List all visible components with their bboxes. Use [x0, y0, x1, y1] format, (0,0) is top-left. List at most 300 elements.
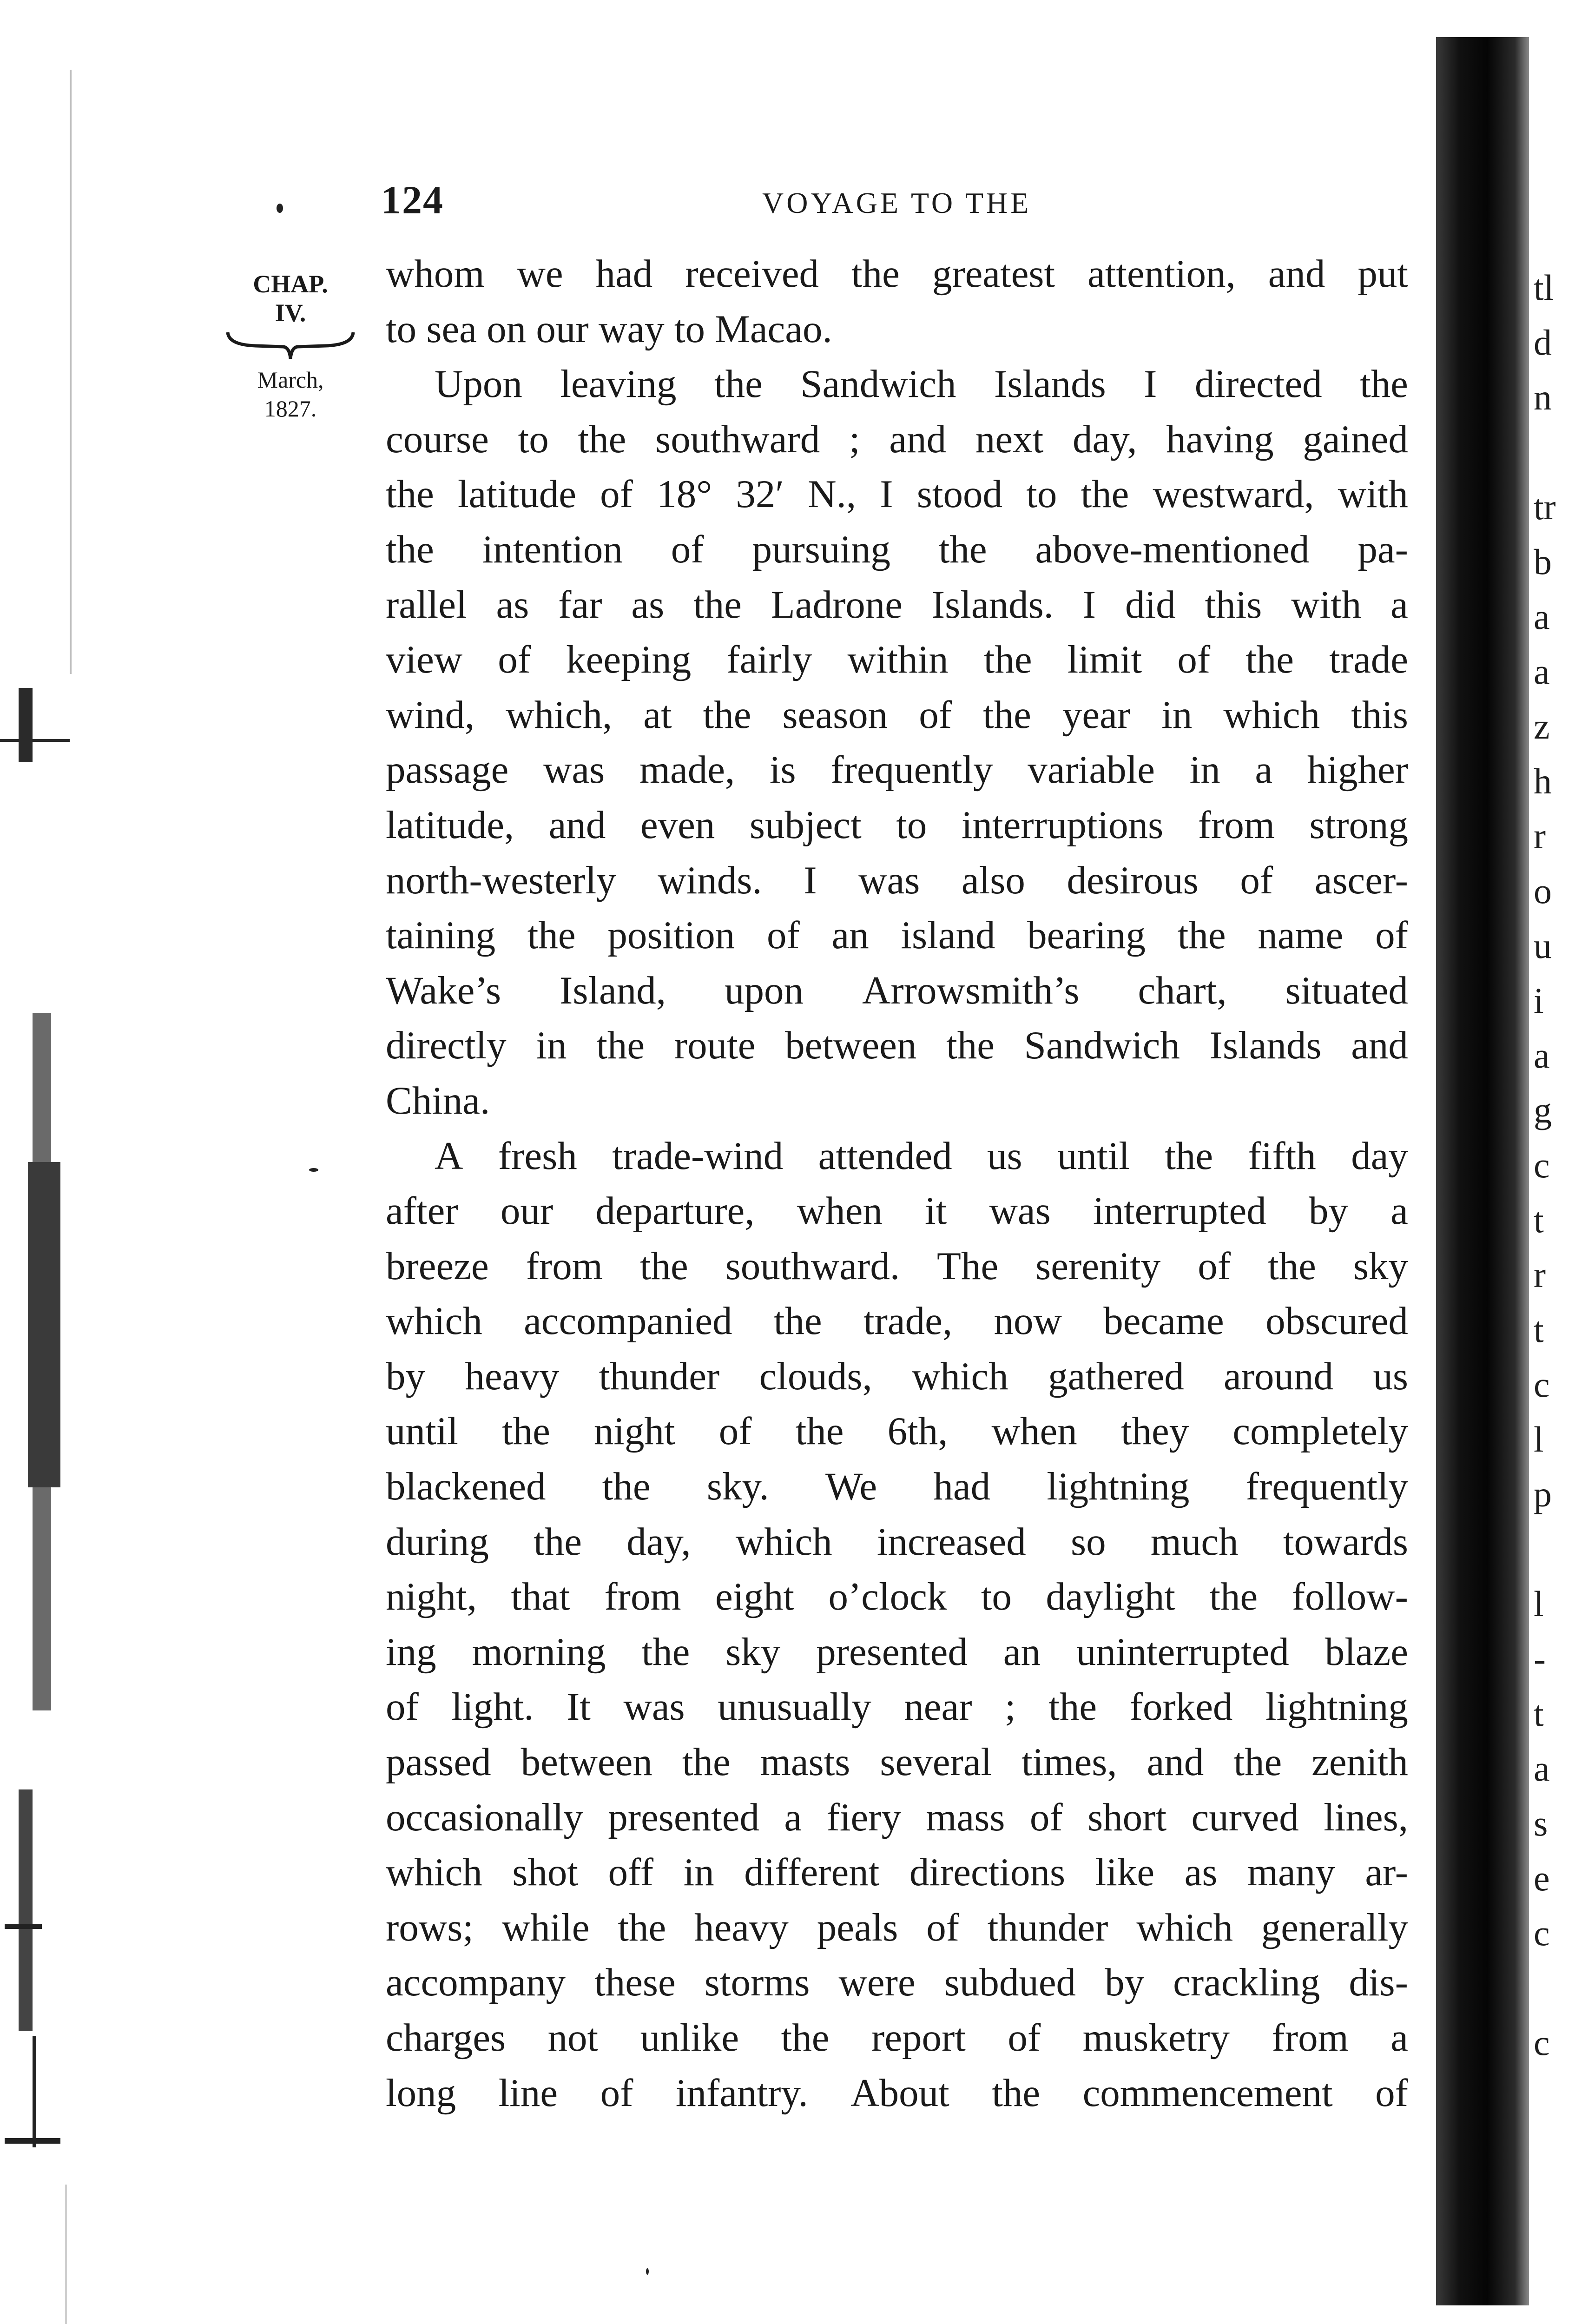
facing-page-letter: b [1534, 541, 1552, 582]
word: which [1136, 1905, 1233, 1949]
facing-page-letter: c [1534, 1145, 1550, 1185]
word: fifth [1248, 1134, 1316, 1178]
word: attention, [1087, 252, 1236, 296]
word: intention [482, 527, 623, 571]
word: the [578, 417, 626, 461]
word: subdued [944, 1961, 1076, 2005]
word: of [926, 1905, 959, 1949]
word: to [981, 1575, 1012, 1619]
margin-note [223, 270, 358, 423]
word: completely [1232, 1409, 1408, 1453]
word: charges [386, 2016, 506, 2060]
word: 6th, [887, 1409, 948, 1453]
word: directions [909, 1850, 1066, 1895]
margin-chap-number: IV. [275, 299, 306, 327]
word: which [735, 1519, 832, 1564]
word: pa- [1358, 527, 1408, 571]
word: of [1008, 2016, 1041, 2060]
facing-page-letter: t [1534, 1200, 1544, 1240]
facing-page-letter: a [1534, 1748, 1550, 1789]
word: a [1390, 582, 1408, 627]
word: pursuing [752, 527, 890, 571]
word: the [596, 1023, 645, 1068]
word: taining [386, 913, 496, 957]
word: to [1026, 472, 1057, 516]
word: of [718, 1409, 752, 1453]
word: zenith [1311, 1740, 1408, 1784]
word: between [521, 1740, 652, 1784]
word: now [994, 1299, 1062, 1343]
text-line [386, 1790, 1408, 1845]
word: mass [926, 1795, 1005, 1839]
word: had [595, 252, 653, 296]
word: N., [808, 472, 857, 516]
facing-page-letter: g [1534, 1090, 1552, 1130]
word: desirous [1067, 858, 1199, 902]
word: the [1177, 913, 1226, 957]
word: ascer- [1314, 858, 1408, 902]
word: an [1003, 1630, 1041, 1674]
word: I [804, 858, 817, 902]
word: long [386, 2071, 456, 2115]
word: did [1125, 582, 1176, 627]
word: light. [451, 1685, 534, 1729]
word: the [983, 638, 1032, 682]
word: day [1351, 1134, 1408, 1178]
word: with [1338, 472, 1408, 516]
word: had [933, 1465, 991, 1509]
word: dis- [1349, 1961, 1408, 2005]
word: obscured [1265, 1299, 1408, 1343]
word: the [1268, 1244, 1316, 1288]
word: off [608, 1850, 654, 1895]
facing-page-letter: a [1534, 1035, 1550, 1076]
word: rows; [386, 1905, 474, 1949]
text-line [386, 1955, 1408, 2010]
word: blackened [386, 1465, 546, 1509]
word: route [674, 1023, 756, 1068]
word: it [925, 1189, 947, 1233]
word: trade [1329, 638, 1408, 682]
facing-page-letter [1534, 1522, 1575, 1577]
word: short [1087, 1795, 1167, 1839]
word: which [912, 1354, 1008, 1398]
word: by [1308, 1189, 1348, 1233]
word: Islands [1209, 1023, 1322, 1068]
word: leaving [560, 362, 677, 406]
word: a [1255, 748, 1273, 792]
word: season [782, 693, 888, 737]
text-line [386, 1239, 1408, 1294]
word: commencement [1082, 2071, 1333, 2115]
word: crackling [1173, 1961, 1320, 2005]
word: year [1062, 693, 1131, 737]
word: became [1103, 1299, 1224, 1343]
word: lightning [1265, 1685, 1408, 1729]
word: heavy [465, 1354, 560, 1398]
word: frequently [830, 748, 993, 792]
word: was [989, 1189, 1051, 1233]
word: having [1166, 417, 1274, 461]
word: that [511, 1575, 570, 1619]
facing-page-letter: t [1534, 1693, 1544, 1734]
word: while [501, 1905, 590, 1949]
facing-page-letter: s [1534, 1803, 1548, 1843]
word: sky [1353, 1244, 1408, 1288]
word: position [607, 913, 735, 957]
text-line [386, 1459, 1408, 1514]
word: heavy [694, 1905, 789, 1949]
word: Islands [994, 362, 1106, 406]
word: storms [704, 1961, 810, 2005]
word: these [594, 1961, 676, 2005]
word: to [896, 803, 927, 847]
word: About [850, 2071, 949, 2115]
facing-page-letter: p [1534, 1474, 1552, 1514]
text-line [386, 357, 1408, 412]
word: much [1150, 1519, 1239, 1564]
word: higher [1307, 748, 1408, 792]
word: masts [760, 1740, 850, 1784]
text-line [386, 1294, 1408, 1349]
scan-speck [309, 1168, 318, 1172]
word: the [851, 252, 900, 296]
text-line [386, 798, 1408, 853]
text-line [386, 577, 1408, 633]
word: southward [655, 417, 820, 461]
word: the [693, 582, 742, 627]
word: serenity [1035, 1244, 1161, 1288]
word: they [1120, 1409, 1189, 1453]
word: fairly [726, 638, 812, 682]
word: I [880, 472, 893, 516]
word: of [386, 1685, 419, 1729]
facing-page-letter: - [1534, 1638, 1546, 1679]
word: the [618, 1905, 666, 1949]
text-line [386, 1018, 1408, 1073]
word: rallel [386, 582, 467, 627]
word: A [435, 1134, 463, 1178]
word: attended [818, 1134, 952, 1178]
word: during [386, 1519, 489, 1564]
word: until [1057, 1134, 1130, 1178]
facing-page-letter: e [1534, 1858, 1550, 1898]
word: also [961, 858, 1025, 902]
word: presented [608, 1795, 759, 1839]
word: of [919, 693, 952, 737]
word: of [1375, 2071, 1408, 2115]
word: ar- [1365, 1850, 1408, 1895]
running-head [381, 177, 1404, 232]
word: the [386, 527, 434, 571]
text-line [386, 2066, 1408, 2121]
text-line [386, 1900, 1408, 1955]
word: Wake’s [386, 968, 501, 1012]
word: of [671, 527, 704, 571]
word: gathered [1048, 1354, 1184, 1398]
word: were [838, 1961, 916, 2005]
word: night, [386, 1575, 477, 1619]
word: I [1082, 582, 1096, 627]
word: I [1144, 362, 1157, 406]
word: The [937, 1244, 999, 1288]
word: the [1081, 472, 1129, 516]
word: increased [876, 1519, 1026, 1564]
word: departure, [595, 1189, 755, 1233]
word: which, [506, 693, 613, 737]
word: the [773, 1299, 822, 1343]
word: the [639, 1244, 688, 1288]
word: the [992, 2071, 1041, 2115]
text-line [386, 412, 1408, 467]
word: 32′ [736, 472, 784, 516]
word: of [600, 472, 633, 516]
word: many [1247, 1850, 1335, 1895]
word: the [534, 1519, 582, 1564]
word: eight [715, 1575, 795, 1619]
brace-icon [223, 330, 358, 363]
word: generally [1261, 1905, 1408, 1949]
text-line [386, 1514, 1408, 1570]
facing-page-letter: l [1534, 1419, 1544, 1459]
word: clouds, [759, 1354, 872, 1398]
running-title: VOYAGE TO THE [762, 186, 1032, 219]
word: lightning [1047, 1465, 1190, 1509]
word: of [1177, 638, 1211, 682]
word: follow- [1292, 1575, 1408, 1619]
facing-page-letter: c [1534, 1364, 1550, 1405]
facing-page-letter: u [1534, 925, 1552, 966]
word: uninterrupted [1076, 1630, 1289, 1674]
word: Macao. [715, 307, 832, 351]
word: times, [1021, 1740, 1117, 1784]
text-line [386, 1404, 1408, 1459]
word: next [975, 417, 1044, 461]
facing-page-letter: r [1534, 1254, 1546, 1295]
word: stood [916, 472, 1002, 516]
word: the [386, 472, 434, 516]
margin-chap-label: CHAP. [253, 270, 328, 298]
word: the [781, 2016, 830, 2060]
word: We [825, 1465, 877, 1509]
word: not [547, 2016, 599, 2060]
text-line [386, 1679, 1408, 1735]
word: from [526, 1244, 603, 1288]
word: and [1147, 1740, 1204, 1784]
word: around [1224, 1354, 1334, 1398]
word: latitude [458, 472, 576, 516]
text-line [386, 1183, 1408, 1239]
word: within [847, 638, 949, 682]
word: a [784, 1795, 802, 1839]
text-line [386, 742, 1408, 798]
word: and [1268, 252, 1325, 296]
word: unusually [718, 1685, 871, 1729]
word: far [558, 582, 602, 627]
word: this [1351, 693, 1408, 737]
word: morning [472, 1630, 606, 1674]
text-line [386, 522, 1408, 577]
word: day, [1073, 417, 1137, 461]
word: the [1209, 1575, 1258, 1619]
word: gained [1303, 417, 1408, 461]
word: frequently [1246, 1465, 1408, 1509]
facing-page-letter: c [1534, 1913, 1550, 1953]
word: o’clock [828, 1575, 947, 1619]
word: from [604, 1575, 681, 1619]
word: until [386, 1409, 458, 1453]
word: in [536, 1023, 567, 1068]
word: of [498, 638, 531, 682]
word: keeping [566, 638, 692, 682]
word: course [386, 417, 489, 461]
facing-page-letter: i [1534, 980, 1544, 1021]
word: in [1161, 693, 1193, 737]
word: when [991, 1409, 1077, 1453]
word: fiery [826, 1795, 901, 1839]
word: the [714, 362, 763, 406]
word: accompanied [524, 1299, 732, 1343]
word: blaze [1325, 1630, 1408, 1674]
facing-page-letter: tl [1534, 267, 1554, 308]
word: a [1390, 2016, 1408, 2060]
word: our [500, 1189, 554, 1233]
word: of [1375, 913, 1408, 957]
text-line [386, 963, 1408, 1018]
word: and [548, 803, 606, 847]
word: trade-wind [612, 1134, 784, 1178]
word: us [987, 1134, 1022, 1178]
text-line [386, 1349, 1408, 1404]
word: presented [816, 1630, 968, 1674]
word: and [889, 417, 947, 461]
word: peals [817, 1905, 898, 1949]
word: passed [386, 1740, 491, 1784]
facing-page-letter: a [1534, 651, 1550, 692]
word: of [600, 2071, 633, 2115]
word: thunder [599, 1354, 720, 1398]
word: passage [386, 748, 509, 792]
text-line [386, 2010, 1408, 2066]
word: Sandwich [800, 362, 956, 406]
scan-speck [646, 2268, 649, 2275]
word: of [1198, 1244, 1231, 1288]
text-line [386, 687, 1408, 743]
word: as [1184, 1850, 1218, 1895]
word: limit [1067, 638, 1142, 682]
text-line [386, 1845, 1408, 1900]
word: this [1205, 582, 1262, 627]
facing-page-letter [1534, 1961, 1575, 2015]
facing-page-letter: o [1534, 871, 1552, 911]
word: accompany [386, 1961, 566, 2005]
word: made, [639, 748, 735, 792]
word: way [598, 307, 674, 351]
facing-page-letter: r [1534, 816, 1546, 856]
word: after [386, 1189, 458, 1233]
word: is [769, 748, 796, 792]
word: sea [426, 307, 487, 351]
facing-page-letter: a [1534, 596, 1550, 637]
text-line [386, 853, 1408, 908]
text-line [386, 1735, 1408, 1790]
scan-noise-left [0, 0, 93, 2324]
word: the [602, 1465, 651, 1509]
word: daylight [1046, 1575, 1175, 1619]
word: different [744, 1850, 880, 1895]
word: view [386, 638, 463, 682]
word: from [1272, 2016, 1349, 2060]
word: strong [1309, 803, 1408, 847]
word: even [640, 803, 715, 847]
text-line [386, 467, 1408, 522]
word: the [938, 527, 987, 571]
word: the [703, 693, 751, 737]
word: latitude, [386, 803, 514, 847]
word: which [386, 1850, 482, 1895]
word: upon [725, 968, 804, 1012]
word: trade, [863, 1299, 953, 1343]
word: the [1165, 1134, 1213, 1178]
text-line [386, 1129, 1408, 1184]
word: curved [1191, 1795, 1299, 1839]
word: a [1390, 1189, 1408, 1233]
facing-page-letter: t [1534, 1309, 1544, 1350]
word: received [685, 252, 819, 296]
word: our [536, 307, 599, 351]
word: interrupted [1093, 1189, 1266, 1233]
word: the [983, 693, 1031, 737]
text-line [386, 1569, 1408, 1624]
word: north-westerly [386, 858, 616, 902]
word: put [1358, 252, 1408, 296]
word: variable [1028, 748, 1155, 792]
word: by [1105, 1961, 1145, 2005]
word: as [631, 582, 665, 627]
word: to [518, 417, 549, 461]
word: line [498, 2071, 558, 2115]
scan-speck [277, 204, 283, 213]
word: directed [1194, 362, 1322, 406]
word: above-mentioned [1035, 527, 1310, 571]
word: the [1233, 1740, 1282, 1784]
facing-page-letter [1534, 425, 1575, 480]
word: with [1291, 582, 1362, 627]
word: forked [1129, 1685, 1233, 1729]
word: near [904, 1685, 972, 1729]
word: we [517, 252, 563, 296]
word: which [386, 1299, 482, 1343]
text-line [386, 1624, 1408, 1680]
page-number: 124 [381, 178, 444, 222]
word: so [1070, 1519, 1106, 1564]
word: by [386, 1354, 425, 1398]
word: ; [849, 417, 860, 461]
word: directly [386, 1023, 507, 1068]
word: greatest [932, 252, 1055, 296]
word: report [871, 2016, 966, 2060]
word: on [487, 307, 536, 351]
word: situated [1285, 968, 1408, 1012]
word: and [1351, 1023, 1408, 1068]
word: as [496, 582, 529, 627]
word: island [901, 913, 995, 957]
word: in [1189, 748, 1220, 792]
word: breeze [386, 1244, 489, 1288]
text-line [386, 632, 1408, 687]
word: the [1360, 362, 1408, 406]
facing-page-letter: h [1534, 761, 1552, 801]
